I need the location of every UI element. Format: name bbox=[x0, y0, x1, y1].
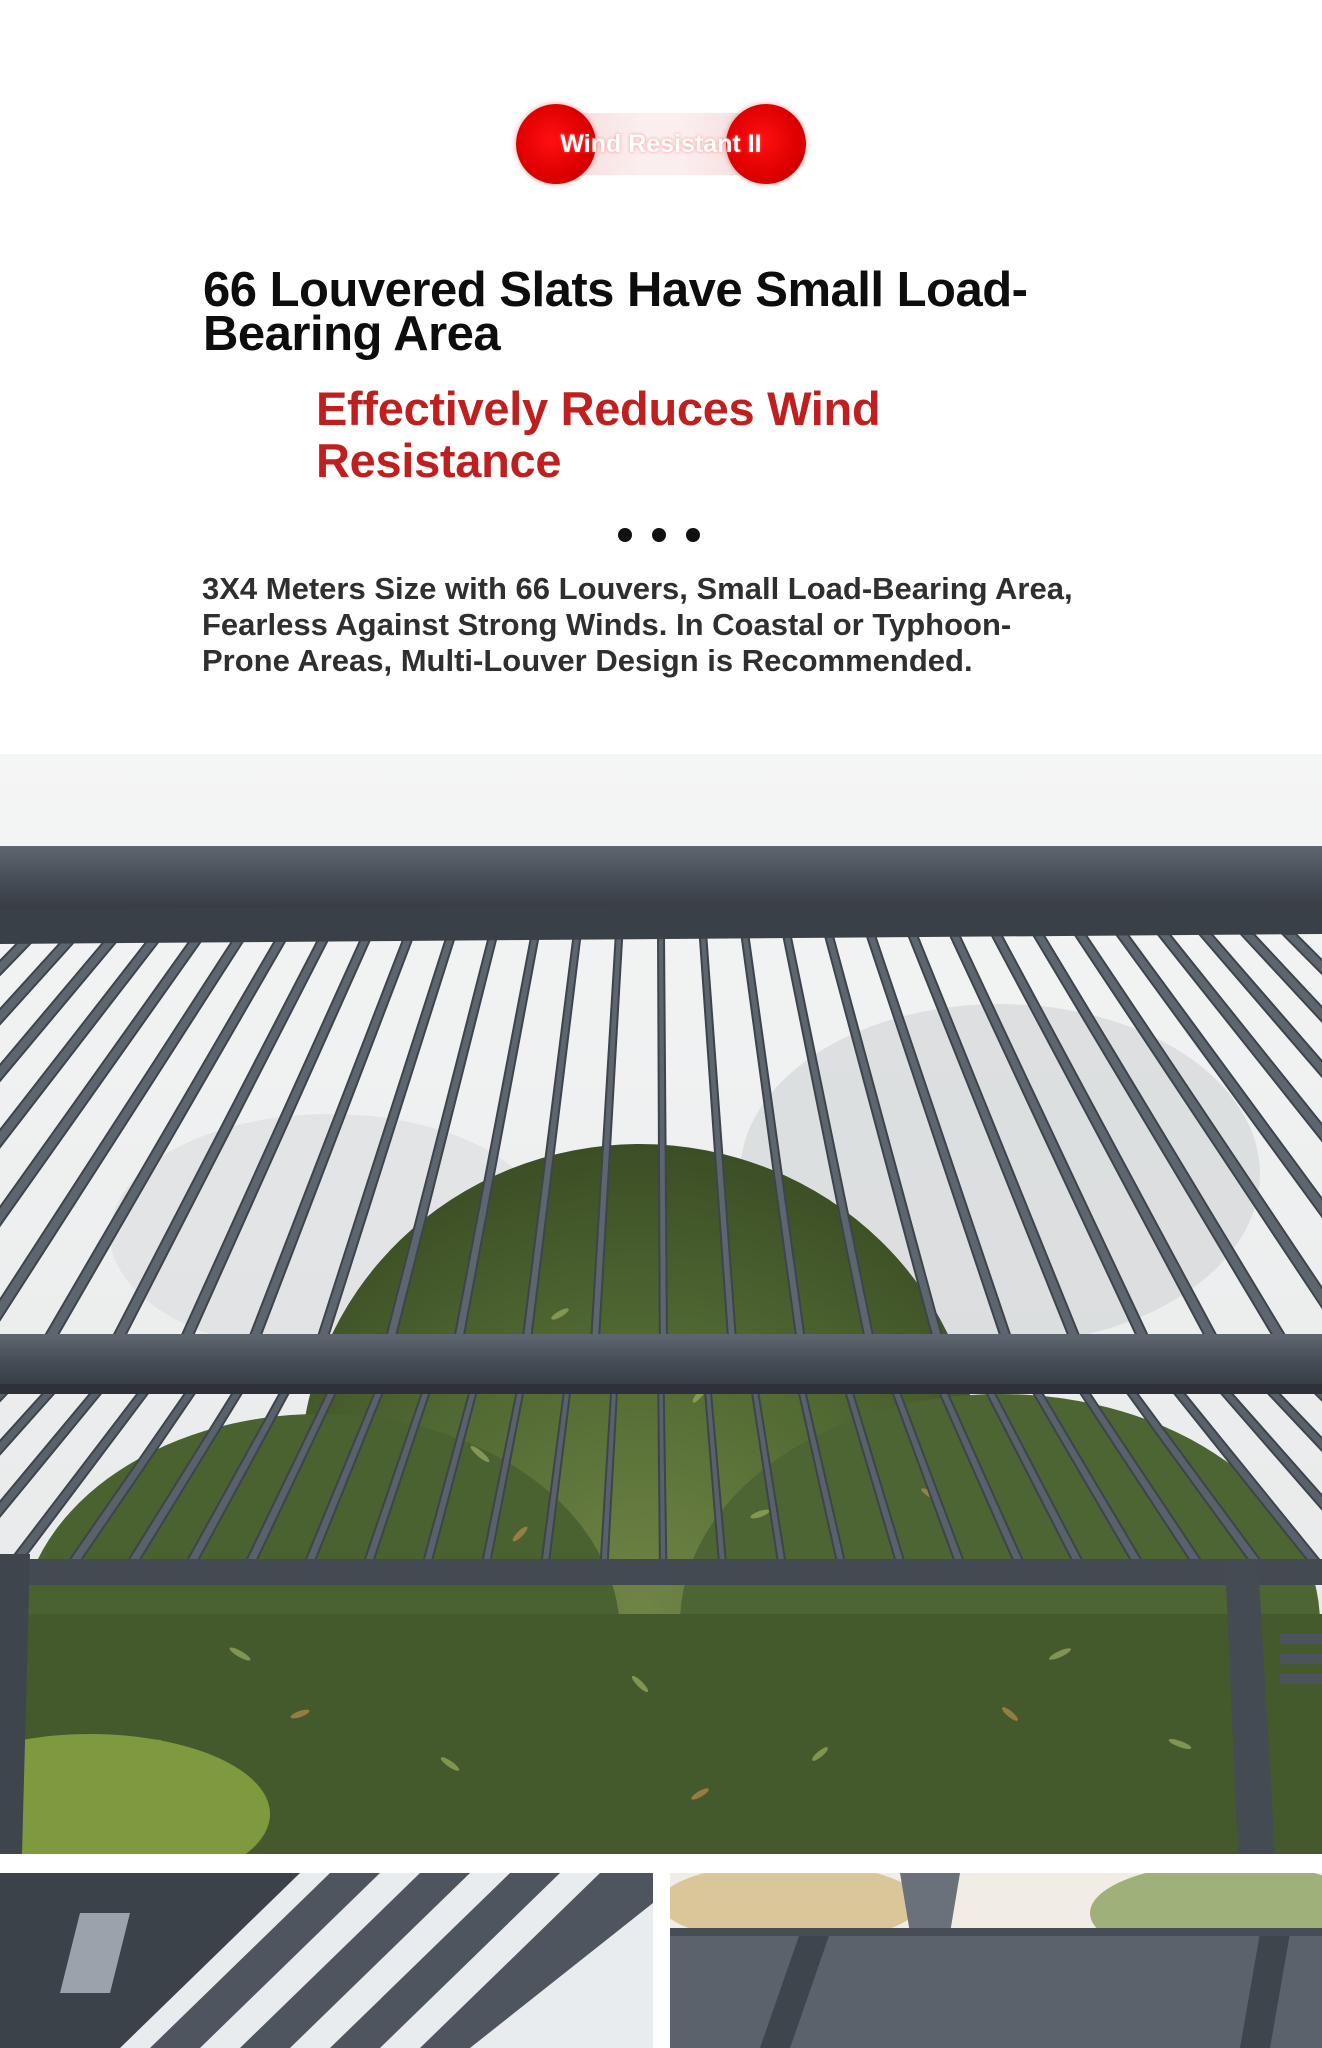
dot-icon bbox=[652, 528, 666, 542]
feature-badge bbox=[516, 103, 806, 185]
dot-icon bbox=[618, 528, 632, 542]
dot-icon bbox=[686, 528, 700, 542]
badge-label: Wind Resistant II bbox=[560, 130, 762, 158]
ellipsis-icon bbox=[618, 528, 698, 542]
headline: 66 Louvered Slats Have Small Load-Bearing Area bbox=[203, 263, 1028, 361]
louver-closeup-photo-left bbox=[0, 1873, 653, 2048]
description: 3X4 Meters Size with 66 Louvers, Small Load-Bearing Area, Fearless Against Strong Winds. In Coastal or Typhoon-Prone Areas, Multi-Louver Design is Recommended. bbox=[202, 571, 1073, 678]
subhead: Effectively Reduces Wind Resistance bbox=[316, 382, 881, 487]
pergola-louver-photo bbox=[0, 754, 1322, 1854]
louver-closeup-photo-right bbox=[670, 1873, 1322, 2048]
